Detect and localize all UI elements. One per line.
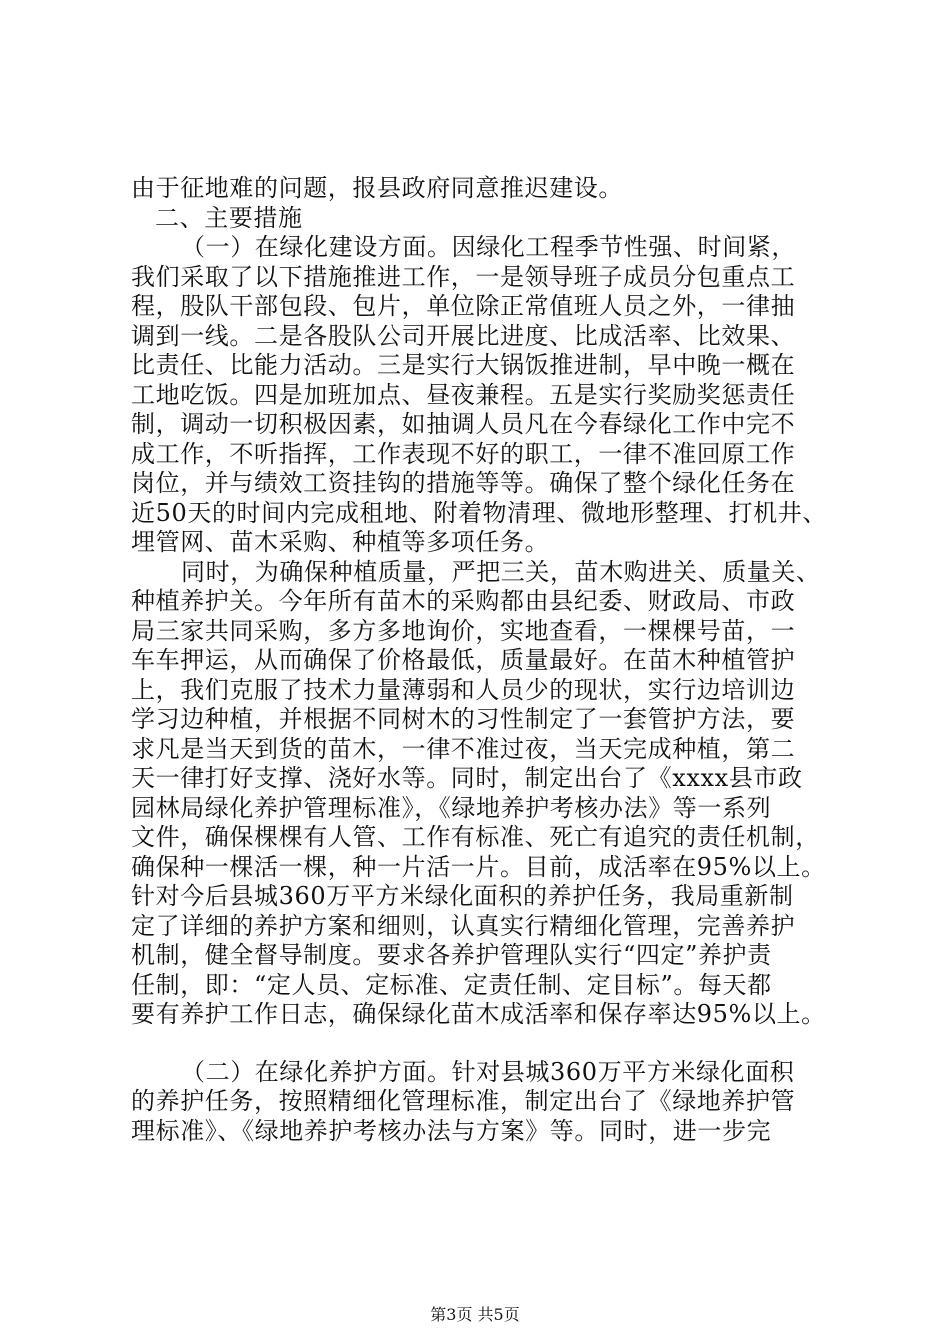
paragraph-line: 定了详细的养护方案和细则，认真实行精细化管理，完善养护	[131, 911, 796, 940]
paragraph-line: 我们采取了以下措施推进工作，一是领导班子成员分包重点工	[131, 262, 796, 291]
paragraph-line: （二）在绿化养护方面。针对县城360万平方米绿化面积	[181, 1057, 795, 1086]
paragraph-line: 程，股队干部包段、包片，单位除正常值班人员之外，一律抽	[131, 292, 796, 320]
paragraph-line: 上，我们克服了技术力量薄弱和人员少的现状，实行边培训边	[131, 675, 796, 704]
paragraph-line: 天一律打好支撑、浇好水等。同时，制定出台了《xxxx县市政	[131, 764, 803, 792]
paragraph-line: 种植养护关。今年所有苗木的采购都由县纪委、财政局、市政	[131, 587, 796, 615]
paragraph-gap	[131, 1030, 850, 1058]
paragraph-line: 制，调动一切积极因素，如抽调人员凡在今春绿化工作中完不	[131, 410, 796, 438]
paragraph-line: 要有养护工作日志，确保绿化苗木成活率和保存率达95%以上。	[131, 1000, 826, 1028]
paragraph-line: 针对今后县城360万平方米绿化面积的养护任务，我局重新制	[131, 882, 794, 910]
section-heading: 二、主要措施	[155, 203, 303, 232]
paragraph-line: 近50天的时间内完成租地、附着物清理、微地形整理、打机井、	[131, 498, 827, 527]
paragraph-line: 理标准》、《绿地养护考核办法与方案》等。同时，进一步完	[131, 1116, 772, 1145]
paragraph-line: 由于征地难的问题，报县政府同意推迟建设。	[131, 174, 623, 202]
paragraph-line: 园林局绿化养护管理标准》，《绿地养护考核办法》等一系列	[131, 793, 772, 822]
paragraph-line: 机制，健全督导制度。要求各养护管理队实行“四定”养护责	[131, 941, 772, 969]
paragraph-line: 比责任、比能力活动。三是实行大锅饭推进制，早中晚一概在	[131, 351, 796, 379]
paragraph-line: 学习边种植，并根据不同树木的习性制定了一套管护方法，要	[131, 705, 796, 733]
paragraph-line: 任制，即：“定人员、定标准、定责任制、定目标”。每天都	[131, 970, 772, 999]
paragraph-line: （一）在绿化建设方面。因绿化工程季节性强、时间紧，	[181, 233, 796, 261]
paragraph-line: 工地吃饭。四是加班加点、昼夜兼程。五是实行奖励奖惩责任	[131, 380, 796, 409]
document-body	[131, 174, 850, 1146]
paragraph-line: 岗位，并与绩效工资挂钩的措施等等。确保了整个绿化任务在	[131, 469, 796, 497]
paragraph-line: 的养护任务，按照精细化管理标准，制定出台了《绿地养护管	[131, 1087, 796, 1115]
page-footer: 第3页 共5页	[430, 1305, 520, 1324]
paragraph-line: 求凡是当天到货的苗木，一律不准过夜，当天完成种植，第二	[131, 734, 796, 763]
paragraph-line: 文件，确保棵棵有人管、工作有标准、死亡有追究的责任机制，	[131, 823, 820, 851]
paragraph-line: 车车押运，从而确保了价格最低，质量最好。在苗木种植管护	[131, 646, 796, 674]
paragraph-line: 同时，为确保种植质量，严把三关，苗木购进关、质量关、	[181, 557, 821, 586]
paragraph-line: 成工作，不听指挥，工作表现不好的职工，一律不准回原工作	[131, 439, 796, 468]
paragraph-line: 局三家共同采购，多方多地询价，实地查看，一棵棵号苗，一	[131, 616, 796, 645]
paragraph-line: 埋管网、苗木采购、种植等多项任务。	[131, 528, 550, 556]
paragraph-line: 确保种一棵活一棵，种一片活一片。目前，成活率在95%以上。	[131, 852, 826, 881]
paragraph-line: 调到一线。二是各股队公司开展比进度、比成活率、比效果、	[131, 321, 796, 350]
